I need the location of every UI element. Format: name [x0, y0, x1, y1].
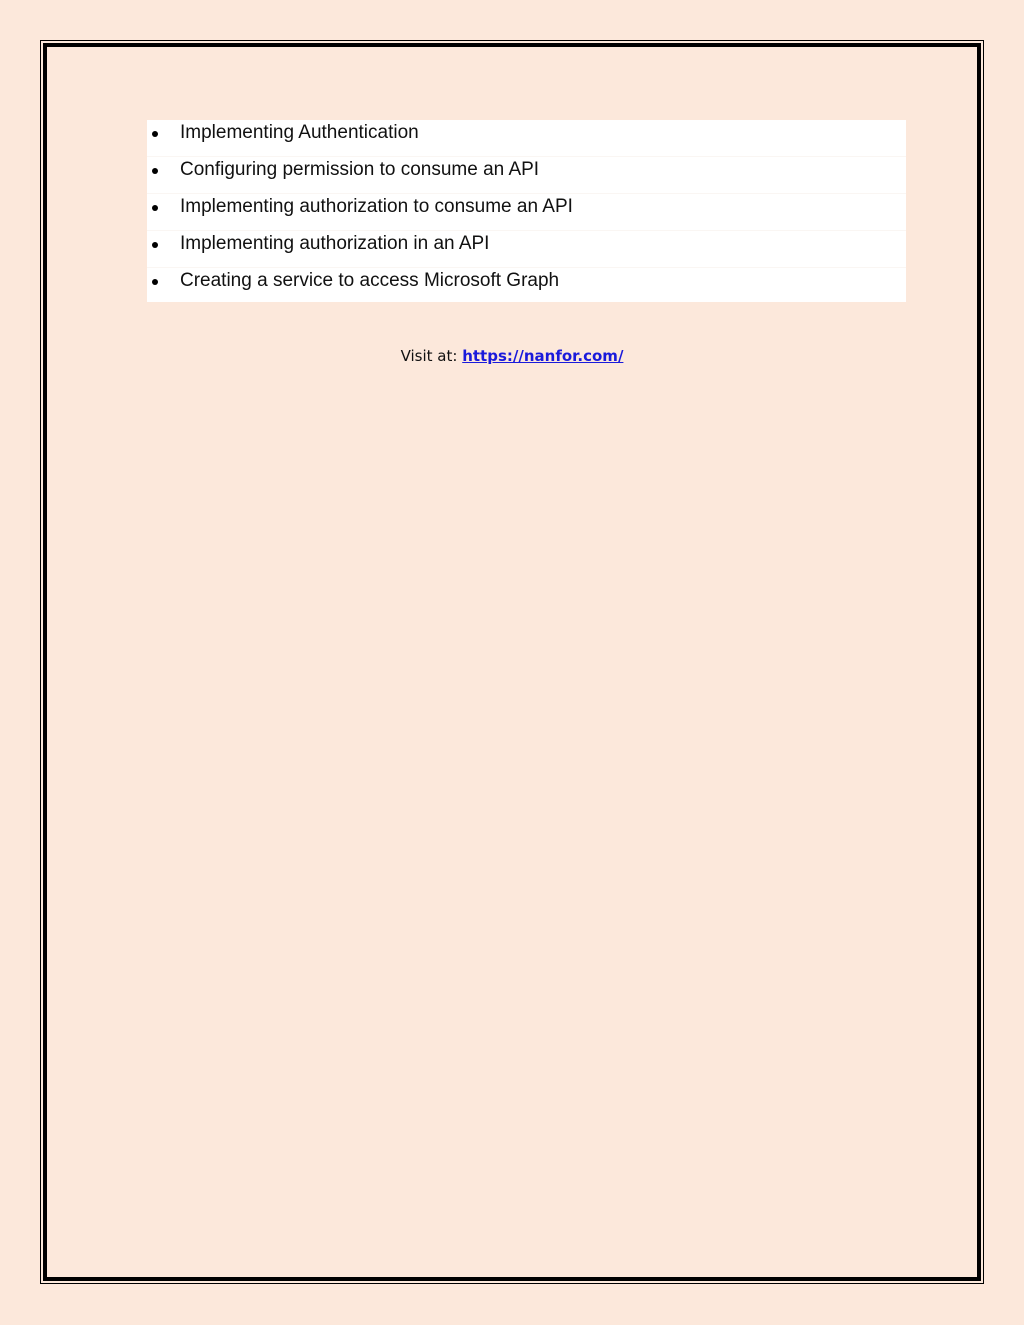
topic-bullet-list — [147, 120, 906, 302]
website-link[interactable]: https://nanfor.com/ — [462, 347, 624, 365]
list-item-text: Implementing authorization to consume an API — [180, 196, 573, 217]
bullet-icon — [152, 131, 158, 137]
list-item-text: Implementing authorization in an API — [180, 233, 490, 254]
list-item-text: Configuring permission to consume an API — [180, 159, 540, 180]
list-item — [147, 157, 906, 194]
bullet-icon — [152, 168, 158, 174]
bullet-icon — [152, 205, 158, 211]
bullet-icon — [152, 279, 158, 285]
visit-line — [0, 347, 1024, 365]
visit-label: Visit at: — [400, 347, 458, 365]
list-item — [147, 268, 906, 302]
list-item — [147, 194, 906, 231]
list-item — [147, 231, 906, 268]
bullet-icon — [152, 242, 158, 248]
list-item-text: Implementing Authentication — [180, 122, 419, 143]
list-item — [147, 120, 906, 157]
list-item-text: Creating a service to access Microsoft Graph — [180, 270, 560, 291]
